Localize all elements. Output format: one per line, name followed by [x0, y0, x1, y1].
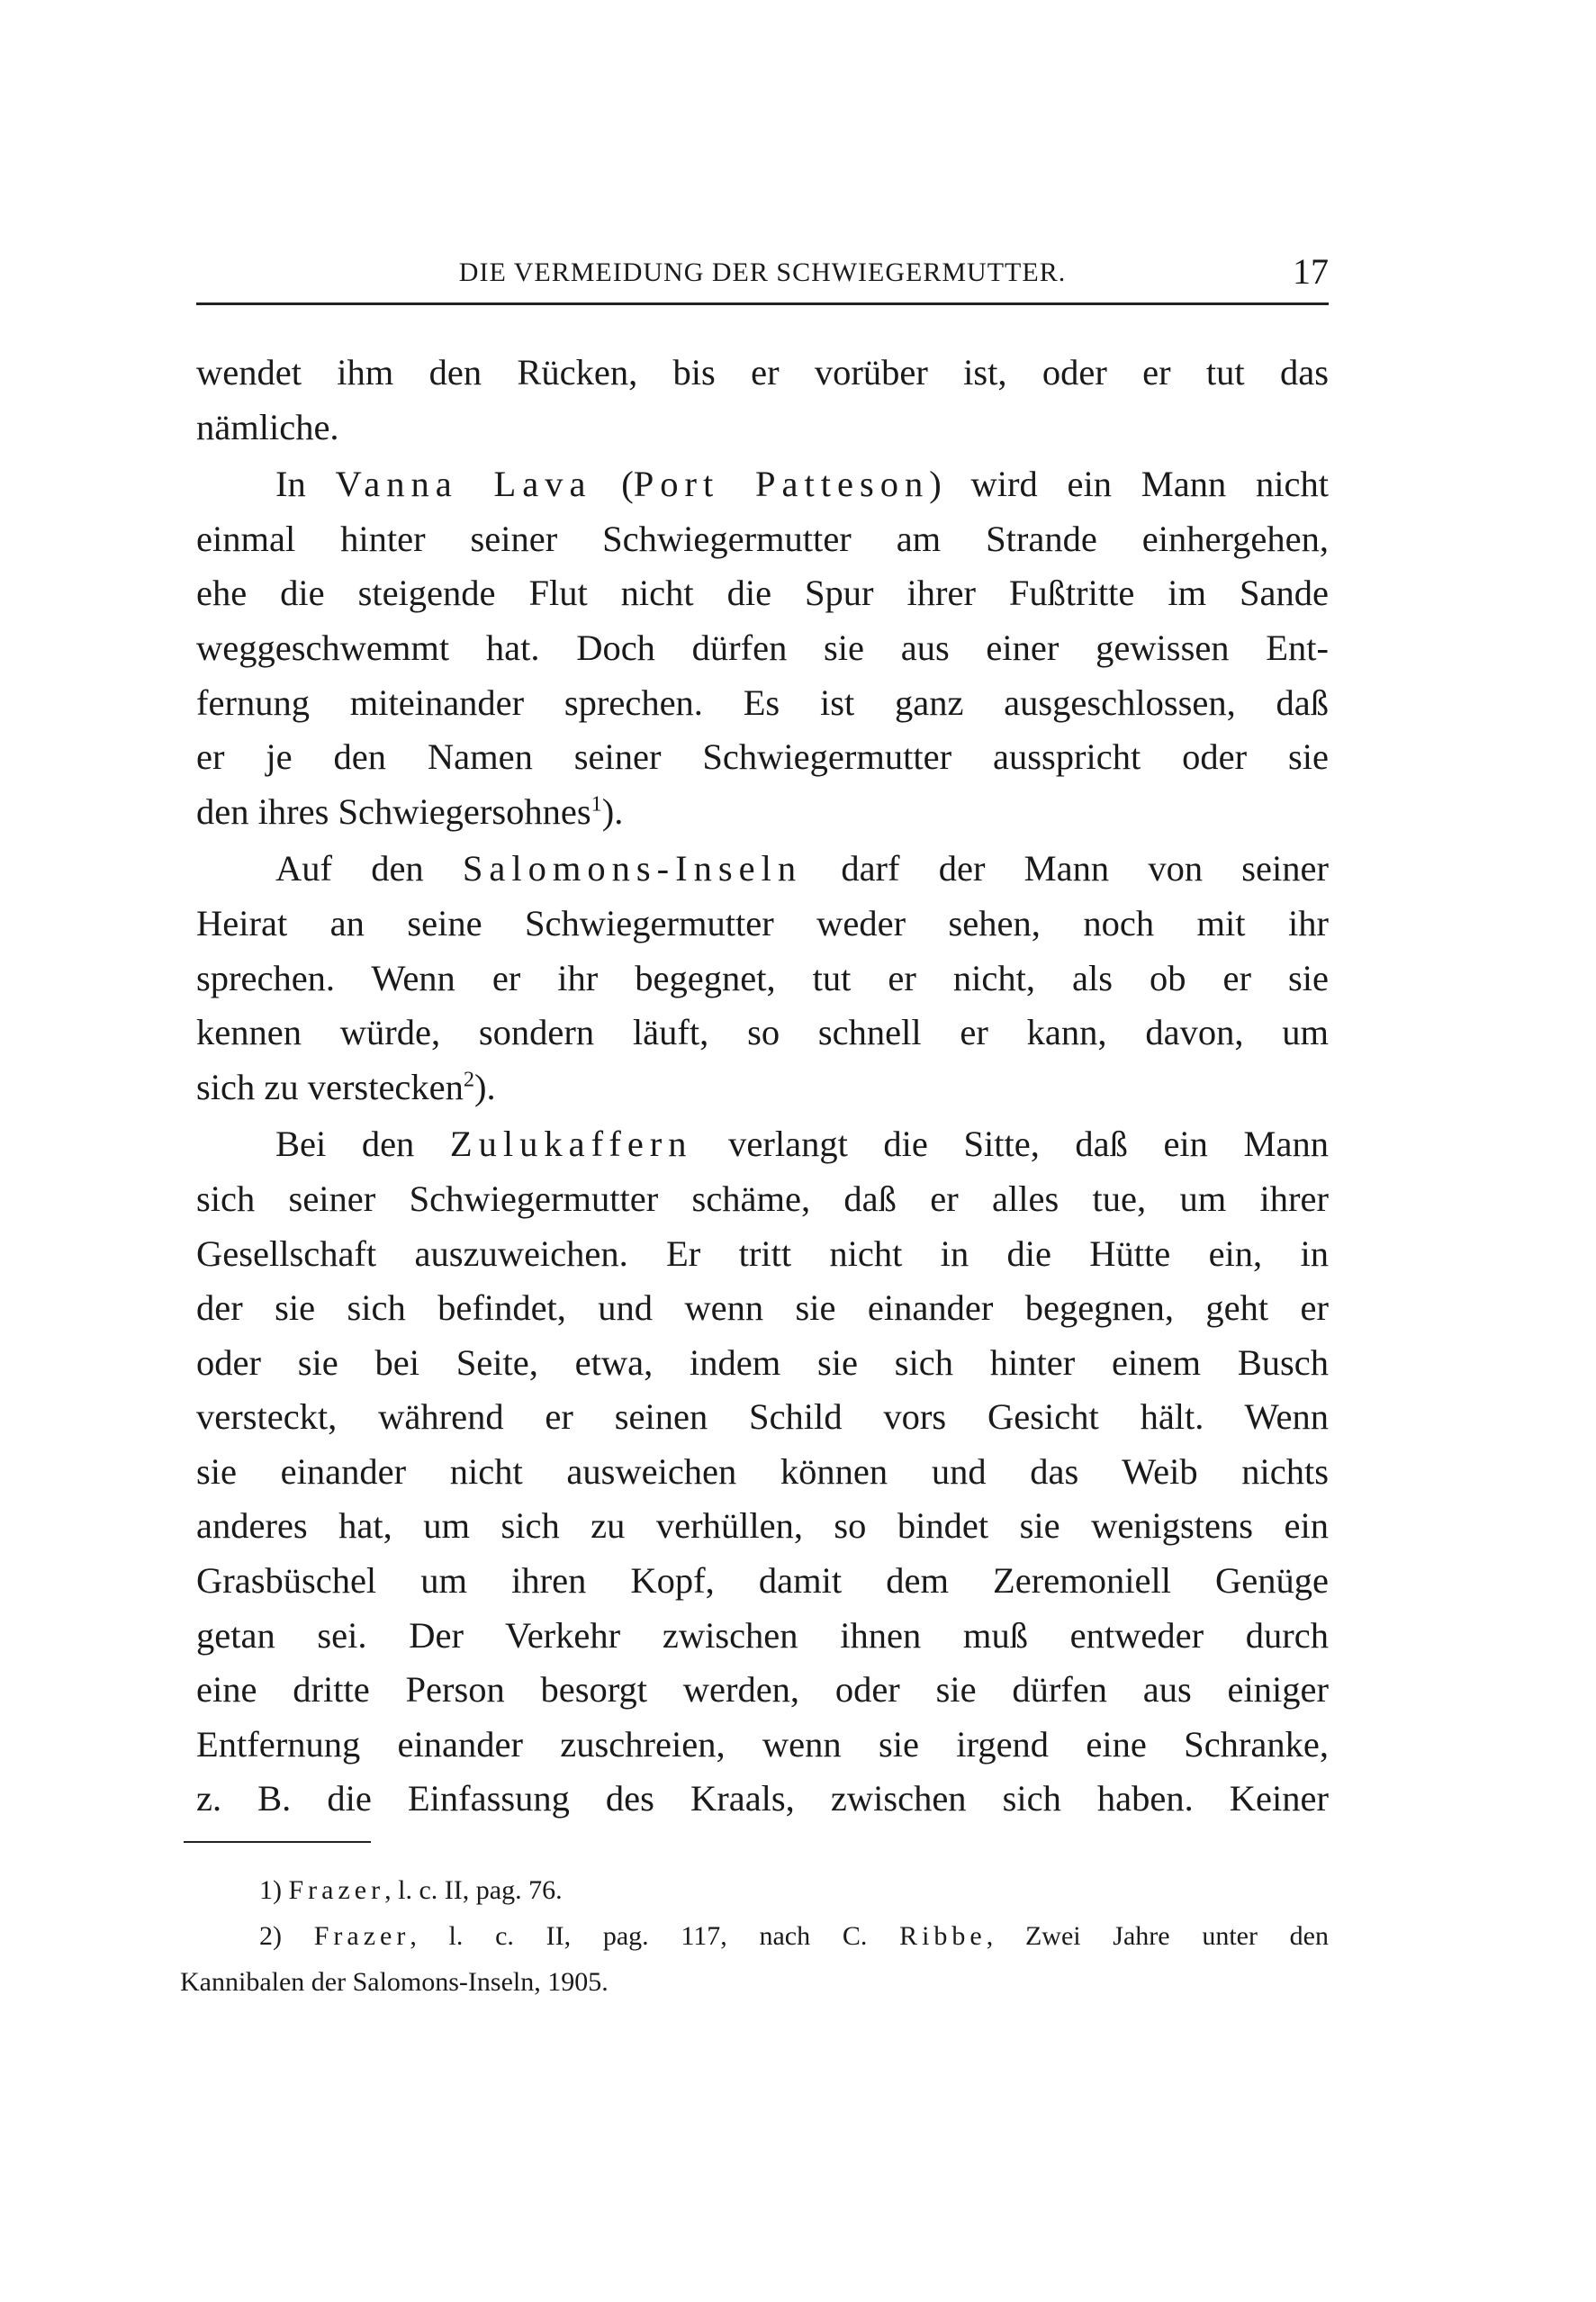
text-line: sich seiner Schwiegermutter schäme, daß er alles tue, um ihrer [196, 1178, 1329, 1219]
paragraph-4 [196, 1117, 1329, 1827]
running-title: DIE VERMEIDUNG DER SCHWIEGERMUTTER. [458, 257, 1067, 287]
text-line: eine dritte Person besorgt werden, oder sie dürfen aus einiger [196, 1669, 1329, 1711]
text-line: Heirat an seine Schwiegermutter weder sehen, noch mit ihr [196, 902, 1329, 943]
text-line: Gesellschaft auszuweichen. Er tritt nicht in die Hütte ein, in [196, 1232, 1329, 1274]
text-line: oder sie bei Seite, etwa, indem sie sich hinter einem Busch [196, 1341, 1329, 1383]
footnote-marker: 2) [259, 1921, 282, 1951]
text-fragment: Bei den [275, 1124, 450, 1165]
footnote-rule [184, 1841, 371, 1843]
running-head [196, 250, 1329, 301]
paragraph-3 [196, 842, 1329, 1115]
text-fragment: ). [601, 790, 624, 832]
footnote-text: , Zwei Jahre unter den [986, 1921, 1329, 1951]
text-fragment: ) wird ein Mann nicht [929, 464, 1329, 505]
text-line: anderes hat, um sich zu verhüllen, so bindet sie wenigstens ein [196, 1505, 1329, 1547]
footnote-1 [180, 1867, 1329, 1913]
text-line: der sie sich befindet, und wenn sie einander begegnen, geht er [196, 1287, 1329, 1329]
footnote-author: Ribbe [899, 1921, 987, 1951]
text-line: kennen würde, sondern läuft, so schnell er kann, davon, um [196, 1012, 1329, 1053]
place-name-port-patteson: Port Patteson [633, 464, 930, 505]
text-fragment: verlangt die Sitte, daß ein Mann [692, 1124, 1329, 1165]
text-line [196, 842, 1329, 897]
page-number: 17 [1293, 251, 1329, 292]
paragraph-1 [196, 346, 1329, 455]
text-line: einmal hinter seiner Schwiegermutter am Strande einhergehen, [196, 518, 1329, 559]
footnote-ref[interactable]: 1 [591, 791, 602, 817]
text-fragment: den ihres Schwiegersohnes [196, 790, 591, 832]
text-line: z. B. die Einfassung des Kraals, zwischen sich haben. Keiner [196, 1778, 1329, 1819]
footnote-author: Frazer [313, 1921, 410, 1951]
footnote-2 [180, 1913, 1329, 1959]
place-name-vanna-lava: Vanna Lava [335, 464, 592, 505]
header-rule [196, 302, 1329, 305]
text-line: Grasbüschel um ihren Kopf, damit dem Zeremoniell Genüge [196, 1560, 1329, 1602]
text-fragment: In [275, 464, 336, 505]
text-fragment: sich zu verstecken [196, 1066, 464, 1107]
text-line [196, 1117, 1329, 1172]
people-name-zulukaffern: Zulukaffern [449, 1124, 693, 1165]
text-line: nämliche. [196, 406, 339, 447]
text-line: er je den Namen seiner Schwiegermutter ausspricht oder sie [196, 736, 1329, 778]
text-fragment: Auf den [275, 848, 463, 889]
place-name-salomons-inseln: Salomons-Inseln [462, 848, 803, 889]
text-line: wendet ihm den Rücken, bis er vorüber ist, oder er tut das [196, 352, 1329, 393]
paragraph-2 [196, 457, 1329, 839]
body-text [196, 346, 1329, 1829]
text-line [196, 457, 1329, 512]
footnote-2-continuation: Kannibalen der Salomons-Inseln, 1905. [180, 1967, 609, 1997]
text-line: fernung miteinander sprechen. Es ist ganz ausgeschlossen, daß [196, 682, 1329, 723]
text-line: getan sei. Der Verkehr zwischen ihnen muß entweder durch [196, 1614, 1329, 1656]
text-line: ehe die steigende Flut nicht die Spur ihrer Fußtritte im Sande [196, 573, 1329, 614]
text-line: sprechen. Wenn er ihr begegnet, tut er nicht, als ob er sie [196, 957, 1329, 998]
footnote-text: , l. c. II, pag. 76. [384, 1875, 563, 1905]
text-fragment: ). [474, 1066, 496, 1107]
text-line [196, 1061, 1329, 1115]
footnote-text: , l. c. II, pag. 117, nach C. [410, 1921, 868, 1951]
text-line: sie einander nicht ausweichen können und das Weib nichts [196, 1450, 1329, 1492]
footnote-marker: 1) [259, 1875, 282, 1905]
footnotes [180, 1867, 1329, 2005]
text-line [196, 785, 1329, 840]
text-fragment: darf der Mann von seiner [802, 848, 1329, 889]
text-line: weggeschwemmt hat. Doch dürfen sie aus einer gewissen Ent- [196, 627, 1329, 668]
text-line: versteckt, während er seinen Schild vors Gesicht hält. Wenn [196, 1396, 1329, 1438]
footnote-author: Frazer [288, 1875, 385, 1905]
text-line: Entfernung einander zuschreien, wenn sie irgend eine Schranke, [196, 1723, 1329, 1765]
footnote-ref[interactable]: 2 [463, 1067, 475, 1092]
text-fragment: ( [591, 464, 634, 505]
